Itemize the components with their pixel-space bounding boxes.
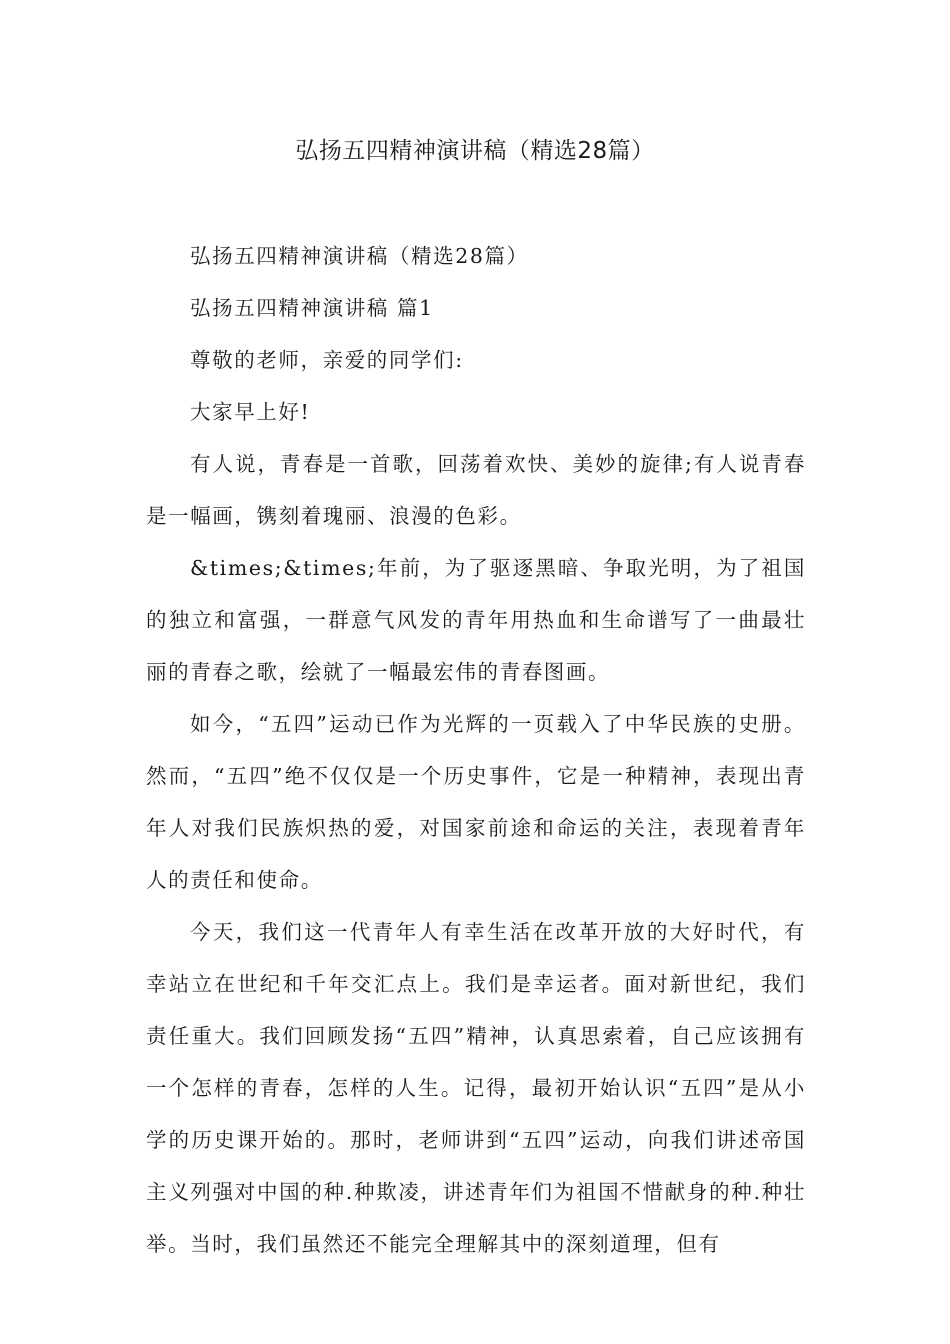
- paragraph: 弘扬五四精神演讲稿（精选28篇）: [190, 244, 529, 268]
- document-body: [146, 230, 806, 1270]
- paragraph: 尊敬的老师，亲爱的同学们:: [190, 348, 464, 372]
- paragraph: &times;&times;年前，为了驱逐黑暗、争取光明，为了祖国的独立和富强，一群意气风发的青年用热血和生命谱写了一曲最壮丽的青春之歌，绘就了一幅最宏伟的青春图画。: [146, 556, 806, 684]
- document-title: 弘扬五四精神演讲稿（精选28篇）: [295, 138, 655, 164]
- paragraph: 如今，“五四”运动已作为光辉的一页载入了中华民族的史册。然而，“五四”绝不仅仅是一个历史事件，它是一种精神，表现出青年人对我们民族炽热的爱，对国家前途和命运的关注，表现着青年人的责任和使命。: [146, 712, 806, 892]
- paragraph: 今天，我们这一代青年人有幸生活在改革开放的大好时代，有幸站立在世纪和千年交汇点上。我们是幸运者。面对新世纪，我们责任重大。我们回顾发扬“五四”精神，认真思索着，自己应该拥有一个怎样的青春，怎样的人生。记得，最初开始认识“五四”是从小学的历史课开始的。那时，老师讲到“五四”运动，向我们讲述帝国主义列强对中国的种.种欺凌，讲述青年们为祖国不惜献身的种.种壮举。当时，我们虽然还不能完全理解其中的深刻道理，但有: [146, 920, 806, 1256]
- paragraph: 弘扬五四精神演讲稿 篇1: [190, 296, 434, 320]
- paragraph: 大家早上好!: [190, 400, 311, 424]
- paragraph: 有人说，青春是一首歌，回荡着欢快、美妙的旋律;有人说青春是一幅画，镌刻着瑰丽、浪漫的色彩。: [146, 452, 806, 528]
